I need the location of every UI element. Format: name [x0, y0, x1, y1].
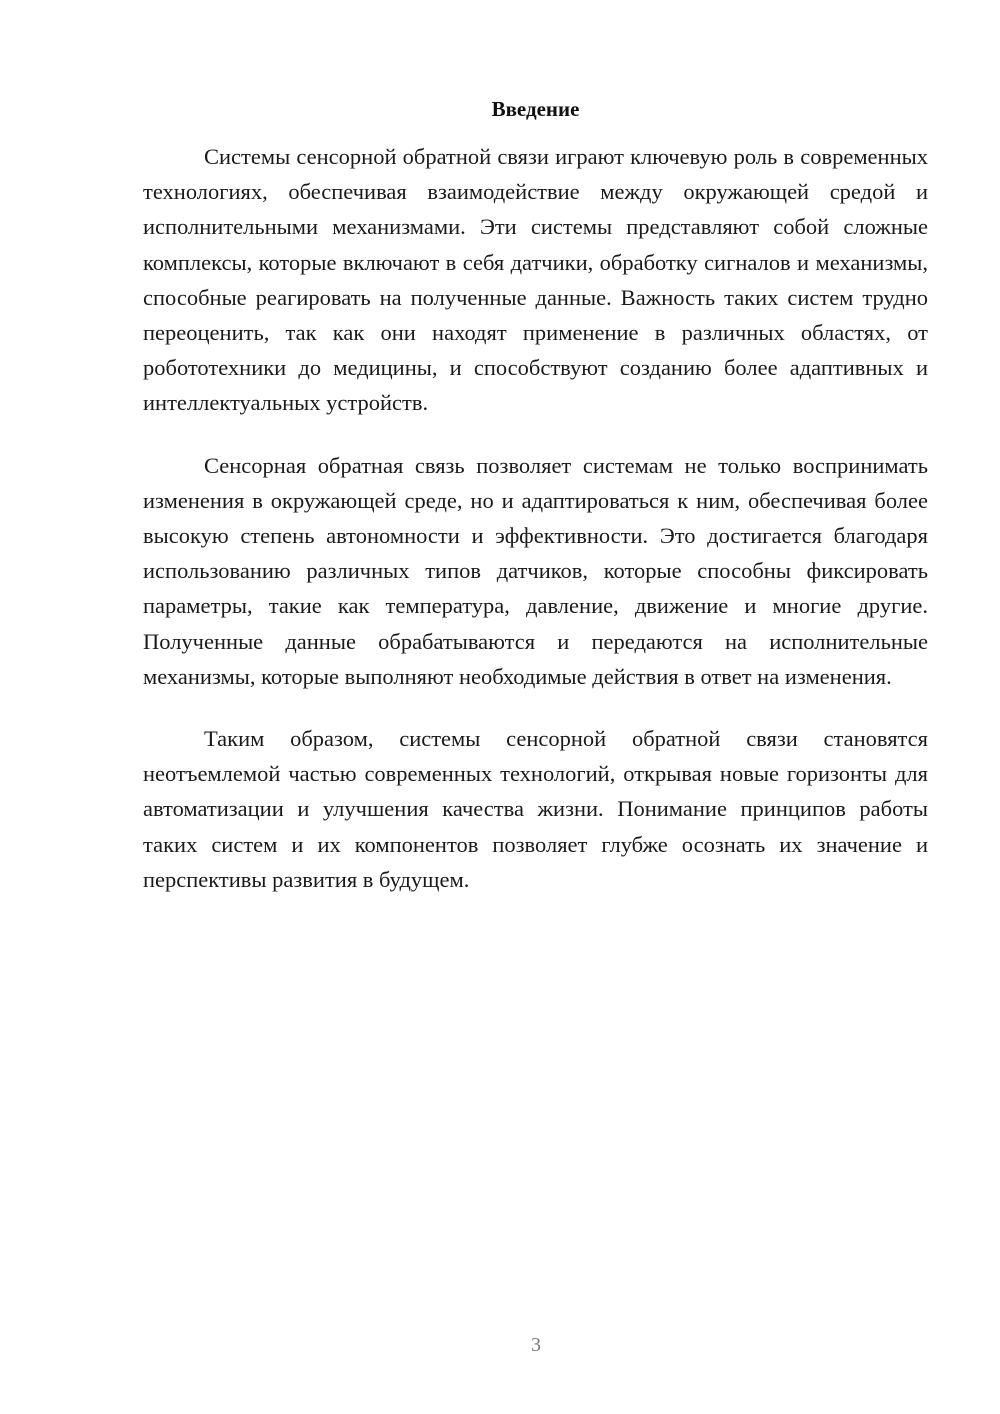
page-content: [143, 92, 928, 924]
paragraph-3: Таким образом, системы сенсорной обратной связи становятся неотъемлемой частью современных технологий, открывая новые горизонты для автоматизации и улучшения качества жизни. Понимание принципов работы таких систем и их компонентов позволяет глубже осознать их значение и перспективы развития в будущем.: [143, 726, 928, 892]
paragraph-1: Системы сенсорной обратной связи играют ключевую роль в современных технологиях, обеспечивая взаимодействие между окружающей средой и исполнительными механизмами. Эти системы представляют собой сложные комплексы, которые включают в себя датчики, обработку сигналов и механизмы, способные реагировать на полученные данные. Важность таких систем трудно переоценить, так как они находят применение в различных областях, от робототехники до медицины, и способствуют созданию более адаптивных и интеллектуальных устройств.: [143, 144, 928, 416]
paragraph-2: Сенсорная обратная связь позволяет системам не только воспринимать изменения в окружающей среде, но и адаптироваться к ним, обеспечивая более высокую степень автономности и эффективности. Это достигается благодаря использованию различных типов датчиков, которые способны фиксировать параметры, такие как температура, давление, движение и многие другие. Полученные данные обрабатываются и передаются на исполнительные механизмы, которые выполняют необходимые действия в ответ на изменения.: [143, 452, 928, 689]
page-number: 3: [531, 1334, 541, 1356]
section-heading: Введение: [491, 97, 580, 121]
